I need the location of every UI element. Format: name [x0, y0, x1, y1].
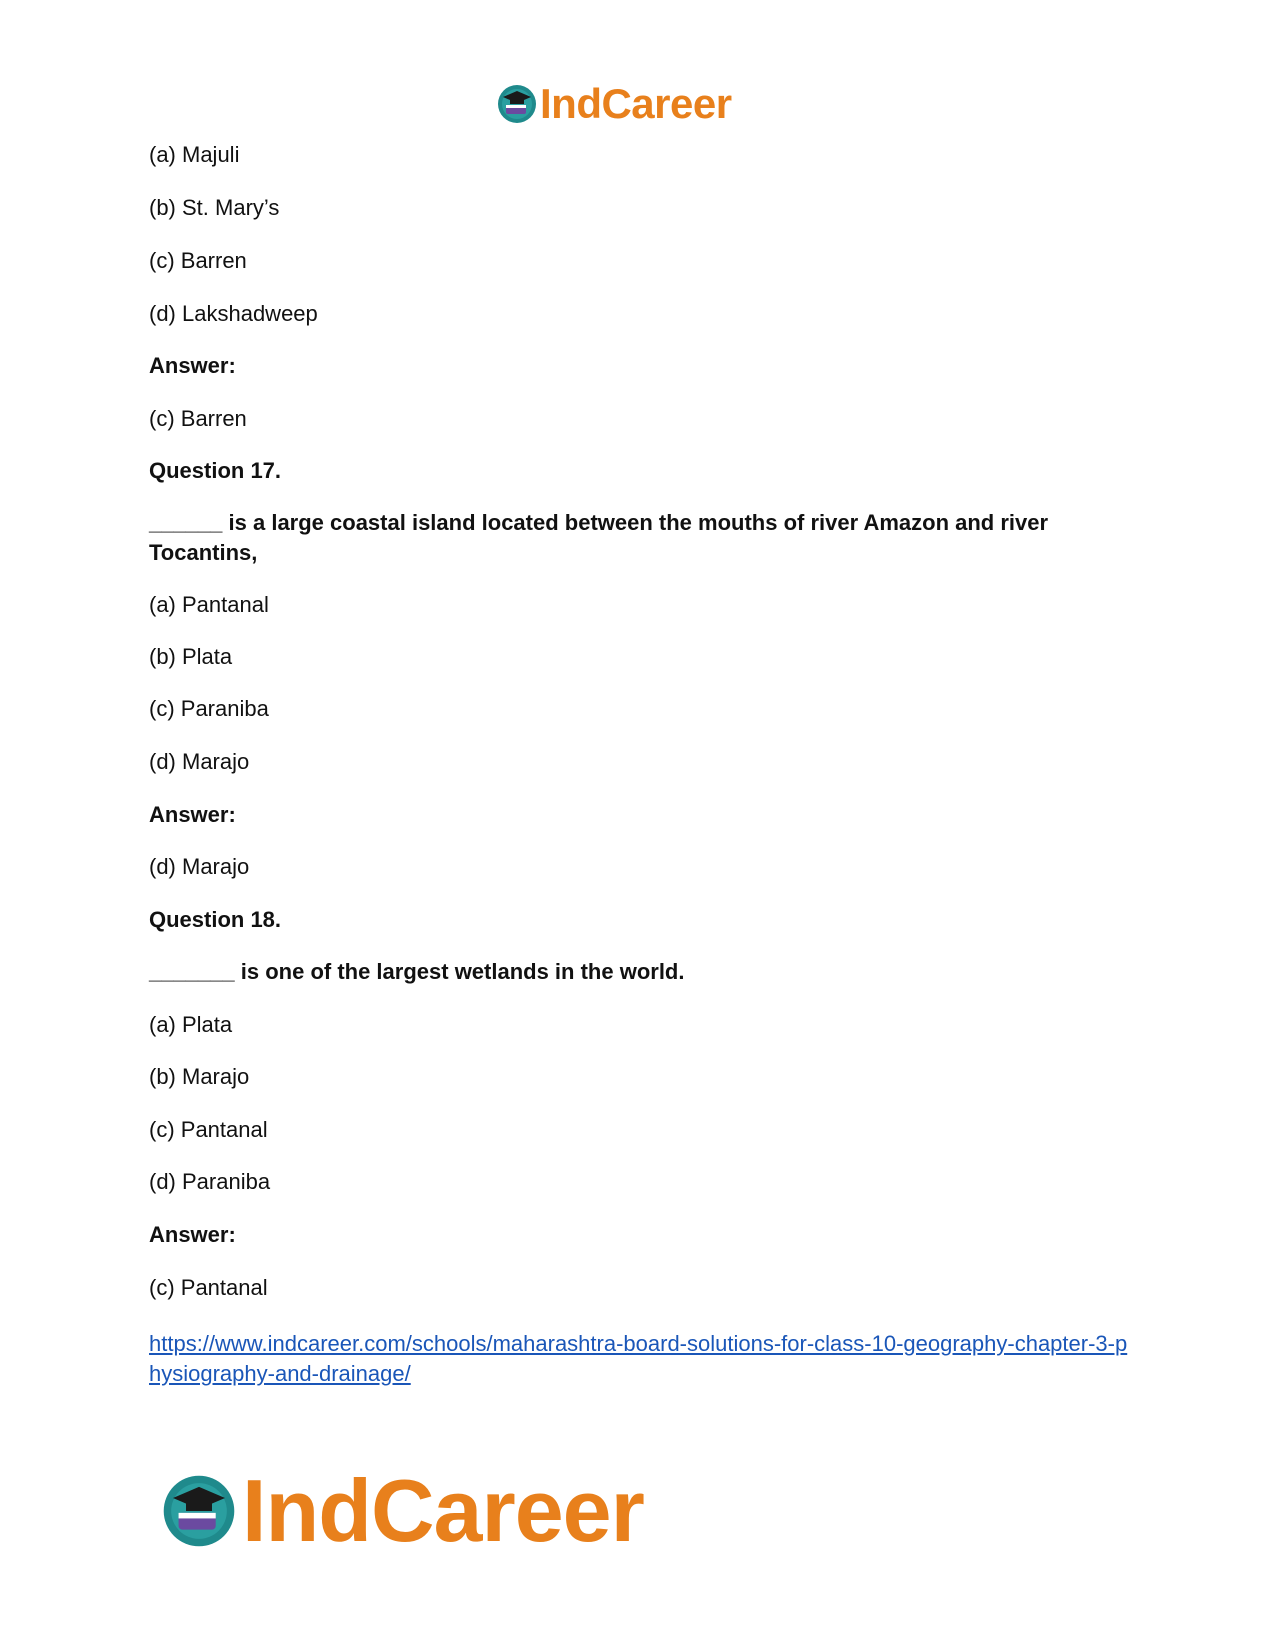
footer-logo	[160, 1460, 644, 1562]
q16-option-a: (a) Majuli	[149, 142, 240, 167]
graduation-cap-book-icon	[160, 1472, 238, 1550]
q17-answer: (d) Marajo	[149, 854, 250, 879]
q18-label: Question 18.	[149, 907, 282, 932]
q17-text: ______ is a large coastal island located between the mouths of river Amazon and river Tocantins,	[149, 510, 1049, 565]
q16-answer-label: Answer:	[149, 353, 236, 378]
q17-option-d: (d) Marajo	[149, 749, 250, 774]
q16-option-c: (c) Barren	[149, 248, 247, 273]
q18-text: _______ is one of the largest wetlands in the world.	[149, 959, 685, 984]
q17-answer-label: Answer:	[149, 802, 236, 827]
header-logo	[496, 80, 732, 128]
logo-text: IndCareer	[540, 80, 732, 127]
logo-text: IndCareer	[242, 1461, 644, 1560]
q18-answer-label: Answer:	[149, 1222, 236, 1247]
q18-answer: (c) Pantanal	[149, 1275, 268, 1300]
q17-option-b: (b) Plata	[149, 644, 233, 669]
q18-option-b: (b) Marajo	[149, 1064, 250, 1089]
graduation-cap-book-icon	[496, 83, 538, 125]
q17-label: Question 17.	[149, 458, 282, 483]
q17-option-a: (a) Pantanal	[149, 592, 269, 617]
q16-option-d: (d) Lakshadweep	[149, 301, 318, 326]
q17-option-c: (c) Paraniba	[149, 696, 269, 721]
source-link[interactable]: https://www.indcareer.com/schools/maharashtra-board-solutions-for-class-10-geography-chapter-3-physiography-and-drainage/	[149, 1331, 1128, 1386]
q18-option-c: (c) Pantanal	[149, 1117, 268, 1142]
q18-option-a: (a) Plata	[149, 1012, 233, 1037]
q18-option-d: (d) Paraniba	[149, 1169, 271, 1194]
q16-answer: (c) Barren	[149, 406, 247, 431]
q16-option-b: (b) St. Mary’s	[149, 195, 280, 220]
